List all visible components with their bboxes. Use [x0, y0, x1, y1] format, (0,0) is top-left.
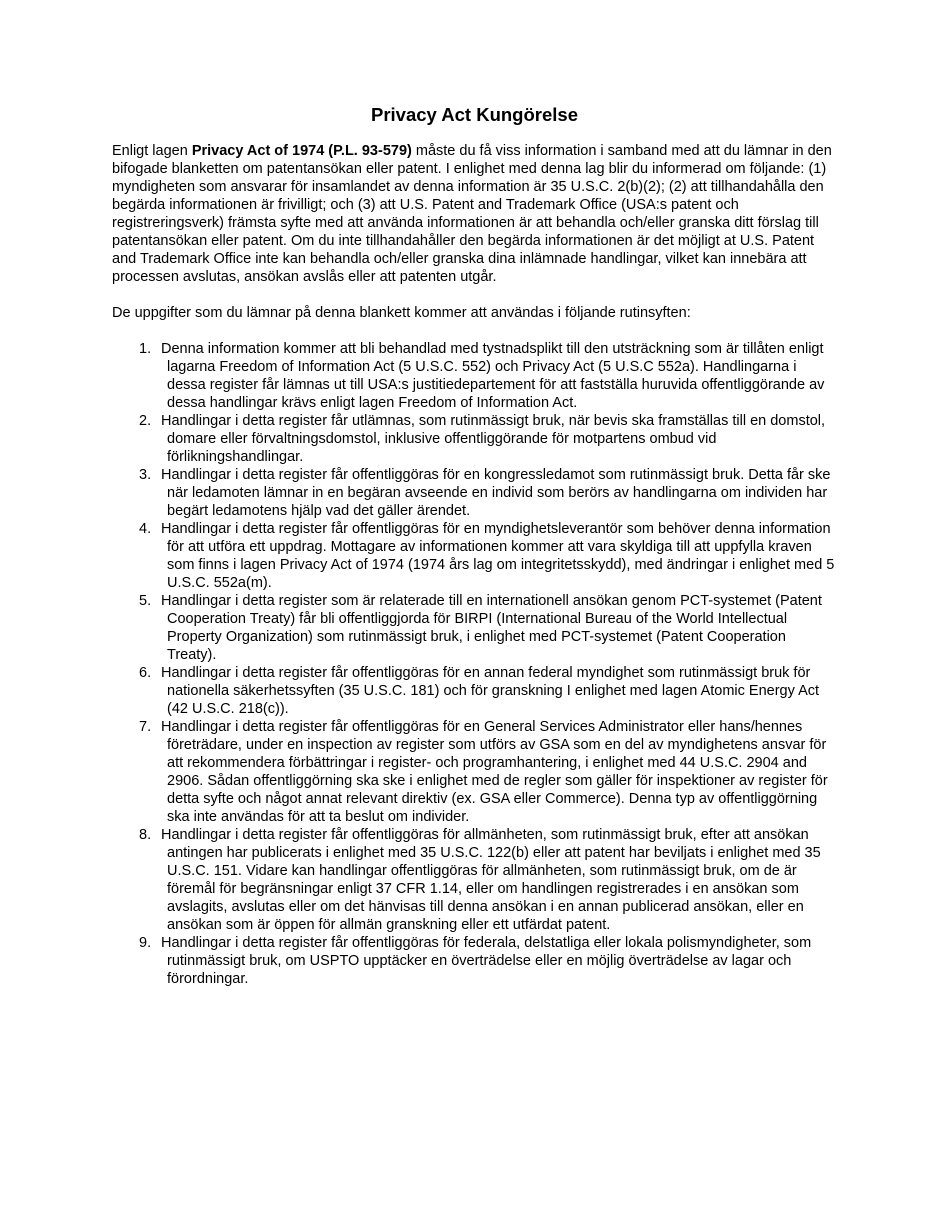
list-item-text: Denna information kommer att bli behandlad med tystnadsplikt till den utsträckning som är tillåten enligt lagarna Freedom of Information Act (5 U.S.C. 552) och Privacy Act (5 U.S.C 552a). Handlingarna i dessa register får lämnas ut till USA:s justitiedepartement för att fastställa huruvida offentliggörande av dessa handlingar krävs enligt lagen Freedom of Information Act.	[161, 341, 825, 411]
intro-law-name: Privacy Act of 1974 (P.L. 93-579)	[191, 143, 412, 159]
list-item	[112, 718, 837, 826]
list-item-number: 6.	[139, 665, 152, 681]
intro-paragraph	[112, 142, 837, 286]
routine-uses-list	[112, 340, 837, 988]
list-item-text: Handlingar i detta register får offentliggöras för en kongressledamot som rutinmässigt bruk. Detta får ske när ledamoten lämnar in en begäran avseende en individ som berörs av handlingarna om individen har begärt ledamotens hjälp vad det gäller ärendet.	[161, 467, 831, 519]
document-page	[112, 104, 837, 988]
list-item-number: 4.	[139, 521, 152, 537]
list-item-text: Handlingar i detta register får offentliggöras för en General Services Administrator eller hans/hennes företrädare, under en inspection av register som utförs av GSA som en del av myndighetens ansvar för att rekommendera förbättringar i register- och programhantering, i enlighet med 44 U.S.C. 2904 and 2906. Sådan offentliggörning ska ske i enlighet med de regler som gäller för inspektioner av register för detta syfte och något annat relevant direktiv (ex. GSA eller Commerce). Denna typ av offentliggörning ska inte användas för att ta beslut om individer.	[161, 719, 828, 825]
list-item-text: Handlingar i detta register får offentliggöras för en annan federal myndighet som rutinmässigt bruk för nationella säkerhetssyften (35 U.S.C. 181) och för granskning I enlighet med lagen Atomic Energy Act (42 U.S.C. 218(c)).	[161, 665, 820, 717]
list-item-number: 9.	[139, 935, 152, 951]
page-title: Privacy Act Kungörelse	[370, 104, 578, 125]
routine-intro-paragraph: De uppgifter som du lämnar på denna blankett kommer att användas i följande rutinsyften:	[112, 305, 691, 321]
intro-suffix: måste du få viss information i samband med att du lämnar in den bifogade blanketten om patentansökan eller patent. I enlighet med denna lag blir du informerad om följande: (1) myndigheten som ansvarar för insamlandet av denna information är 35 U.S.C. 2(b)(2); (2) att tillhandahålla den begärda informationen är frivilligt; och (3) att U.S. Patent and Trademark Office (USA:s patent och registreringsverk) främsta syfte med att använda informationen är att behandla och/eller granska ditt förslag till patentansökan eller patent. Om du inte tillhandahåller den begärda informationen är det möjligt at U.S. Patent and Trademark Office inte kan behandla och/eller granska dina inlämnade handlingar, vilket kan innebära att processen avslutas, ansökan avslås eller att patenten utgår.	[112, 143, 832, 285]
list-item-number: 7.	[139, 719, 152, 735]
list-item-text: Handlingar i detta register får offentliggöras för allmänheten, som rutinmässigt bruk, efter att ansökan antingen har publicerats i enlighet med 35 U.S.C. 122(b) eller att patent har beviljats i enlighet med 35 U.S.C. 151. Vidare kan handlingar offentliggöras för allmänheten, som rutinmässigt bruk, om de är föremål för begränsningar enligt 37 CFR 1.14, eller om handlingen registrerades i en ansökan som avslagits, avslutas eller om det hänvisas till denna ansökan i en annan publicerad ansökan, eller en ansökan som är öppen för allmän granskning eller ett utfärdat patent.	[161, 827, 821, 933]
list-item	[112, 466, 837, 520]
list-item-number: 8.	[139, 827, 152, 843]
list-item-text: Handlingar i detta register får offentliggöras för federala, delstatliga eller lokala polismyndigheter, som rutinmässigt bruk, om USPTO upptäcker en överträdelse eller en möjlig överträdelse av lagar och förordningar.	[161, 935, 812, 987]
list-item-text: Handlingar i detta register får offentliggöras för en myndighetsleverantör som behöver denna information för att utföra ett uppdrag. Mottagare av informationen kommer att vara skyldiga till att uppfylla kraven som finns i lagen Privacy Act of 1974 (1974 års lag om integritetsskydd), med ändringar i enlighet med 5 U.S.C. 552a(m).	[161, 521, 835, 591]
list-item-number: 1.	[139, 341, 152, 357]
list-item-number: 2.	[139, 413, 152, 429]
list-item	[112, 592, 837, 664]
list-item	[112, 826, 837, 934]
list-item	[112, 340, 837, 412]
list-item	[112, 412, 837, 466]
list-item	[112, 664, 837, 718]
list-item-text: Handlingar i detta register som är relaterade till en internationell ansökan genom PCT-systemet (Patent Cooperation Treaty) får bli offentliggjorda för BIRPI (International Bureau of the World Intellectual Property Organization) som rutinmässigt bruk, i enlighet med PCT-systemet (Patent Cooperation Treaty).	[161, 593, 822, 663]
intro-prefix: Enligt lagen	[112, 143, 192, 159]
list-item	[112, 520, 837, 592]
list-item-number: 5.	[139, 593, 152, 609]
list-item	[112, 934, 837, 988]
list-item-text: Handlingar i detta register får utlämnas, som rutinmässigt bruk, när bevis ska framställas till en domstol, domare eller förvaltningsdomstol, inklusive offentliggörande för motpartens ombud vid förlikningshandlingar.	[161, 413, 826, 465]
list-item-number: 3.	[139, 467, 152, 483]
